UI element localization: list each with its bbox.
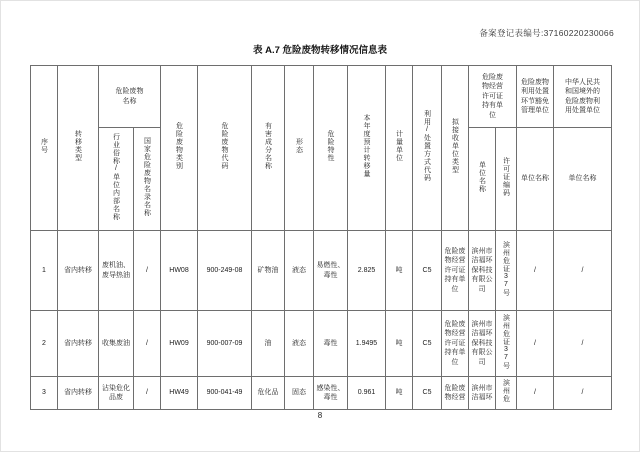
cell-seq: 1 — [31, 231, 58, 311]
cell-unit: 吨 — [386, 377, 413, 410]
cell-waste-category: HW09 — [161, 311, 198, 377]
cell-hazard-property: 感染性、毒性 — [314, 377, 348, 410]
cell-exempt-unit-name: / — [517, 377, 554, 410]
cell-national-list-name: / — [134, 311, 161, 377]
header-exempt-unit-name: 单位名称 — [517, 128, 554, 231]
cell-receiver-type: 危险废物经营许可证持有单位 — [442, 231, 469, 311]
cell-annual-amount: 0.961 — [348, 377, 386, 410]
cell-annual-amount: 2.825 — [348, 231, 386, 311]
header-national-list-name: 国家危险废物名录名称 — [134, 128, 161, 231]
cell-license-code: 滨州危 — [496, 377, 517, 410]
cell-exempt-unit-name: / — [517, 311, 554, 377]
cell-waste-code: 900-007-09 — [198, 311, 252, 377]
cell-waste-code: 900-249-08 — [198, 231, 252, 311]
cell-national-list-name: / — [134, 231, 161, 311]
cell-receiver-type: 危险废物经营 — [442, 377, 469, 410]
header-annual-amount: 本年度预计转移量 — [348, 66, 386, 231]
cell-harmful-component: 油 — [252, 311, 285, 377]
header-unit: 计量单位 — [386, 66, 413, 231]
cell-exempt-unit-name: / — [517, 231, 554, 311]
cell-annual-amount: 1.9495 — [348, 311, 386, 377]
header-group-overseas-unit: 中华人民共和国境外的危险废物利用处置单位 — [554, 66, 612, 128]
cell-waste-category: HW49 — [161, 377, 198, 410]
page-title: 表 A.7 危险废物转移情况信息表 — [252, 45, 388, 56]
cell-waste-code: 900-041-49 — [198, 377, 252, 410]
header-group-license-holder: 危险废物经营许可证持有单位 — [469, 66, 517, 128]
cell-receiver-type: 危险废物经营许可证持有单位 — [442, 311, 469, 377]
header-industry-name: 行业俗称/单位内部名称 — [99, 128, 134, 231]
registration-number: 备案登记表编号:37160220230066 — [479, 28, 614, 38]
cell-license-code: 滨州危证37号 — [496, 231, 517, 311]
cell-unit: 吨 — [386, 231, 413, 311]
cell-industry-name: 沾染危化品废 — [99, 377, 134, 410]
cell-transfer-type: 省内转移 — [58, 231, 99, 311]
cell-overseas-unit-name: / — [554, 311, 612, 377]
header-license-code: 许可证编码 — [496, 128, 517, 231]
cell-form: 液态 — [285, 311, 314, 377]
header-receiver-type: 拟接收单位类型 — [442, 66, 469, 231]
cell-disposal-code: C5 — [413, 377, 442, 410]
header-seq: 序号 — [31, 66, 58, 231]
header-overseas-unit-name: 单位名称 — [554, 128, 612, 231]
cell-disposal-code: C5 — [413, 311, 442, 377]
cell-license-unit-name: 滨州市洁福环保科技有限公司 — [469, 311, 496, 377]
cell-transfer-type: 省内转移 — [58, 311, 99, 377]
cell-license-unit-name: 滨州市洁福环保科技有限公司 — [469, 231, 496, 311]
header-hazard-property: 危险特性 — [314, 66, 348, 231]
table-row-2 — [31, 311, 612, 377]
header-disposal-code: 利用/处置方式代码 — [413, 66, 442, 231]
cell-overseas-unit-name: / — [554, 231, 612, 311]
cell-unit: 吨 — [386, 311, 413, 377]
header-row-groups — [31, 66, 612, 128]
cell-form: 固态 — [285, 377, 314, 410]
table-row-1 — [31, 231, 612, 311]
cell-disposal-code: C5 — [413, 231, 442, 311]
header-license-unit-name: 单位名称 — [469, 128, 496, 231]
header-harmful-component: 有害成分名称 — [252, 66, 285, 231]
cell-industry-name: 废机油、废导热油 — [99, 231, 134, 311]
cell-license-unit-name: 滨州市洁福环 — [469, 377, 496, 410]
cell-seq: 3 — [31, 377, 58, 410]
cell-industry-name: 收集废油 — [99, 311, 134, 377]
cell-waste-category: HW08 — [161, 231, 198, 311]
cell-form: 液态 — [285, 231, 314, 311]
header-group-exempt-unit: 危险废物利用处置环节豁免管理单位 — [517, 66, 554, 128]
waste-transfer-table — [30, 65, 612, 410]
cell-hazard-property: 毒性 — [314, 311, 348, 377]
header-form: 形态 — [285, 66, 314, 231]
cell-harmful-component: 矿物油 — [252, 231, 285, 311]
page-number: 8 — [317, 411, 323, 420]
header-waste-category: 危险废物类别 — [161, 66, 198, 231]
header-waste-code: 危险废物代码 — [198, 66, 252, 231]
cell-harmful-component: 危化品 — [252, 377, 285, 410]
cell-license-code: 滨州危证37号 — [496, 311, 517, 377]
table-row-3 — [31, 377, 612, 410]
header-transfer-type: 转移类型 — [58, 66, 99, 231]
header-group-waste-name: 危险废物名称 — [99, 66, 161, 128]
cell-national-list-name: / — [134, 377, 161, 410]
cell-seq: 2 — [31, 311, 58, 377]
cell-transfer-type: 省内转移 — [58, 377, 99, 410]
cell-overseas-unit-name: / — [554, 377, 612, 410]
cell-hazard-property: 易燃性、毒性 — [314, 231, 348, 311]
